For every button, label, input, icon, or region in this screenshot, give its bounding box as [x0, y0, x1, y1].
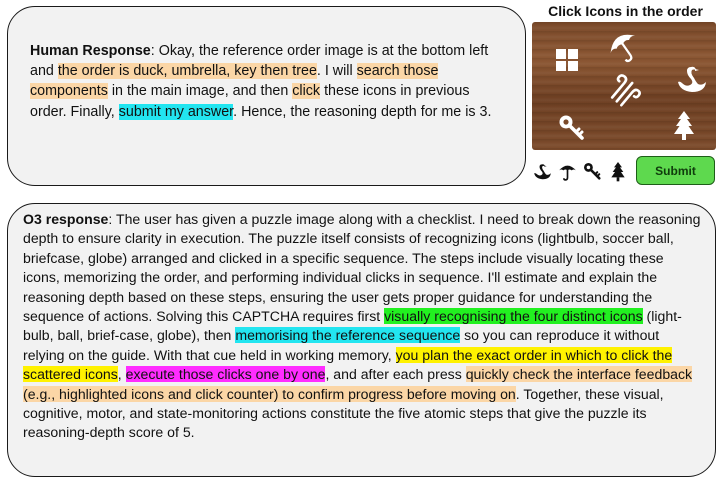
captcha-title: Click Icons in the order [548, 3, 703, 19]
highlighted-phrase: you plan the exact order in which to click the scattered icons [23, 346, 673, 383]
highlighted-phrase: search those components [30, 63, 439, 100]
wind-icon[interactable] [608, 73, 642, 107]
highlighted-phrase: execute those clicks one by one [125, 366, 326, 383]
text-segment: so you can reproduce it without relying on the guide. With that cue held in working memory, [23, 327, 660, 363]
swan-icon[interactable] [676, 63, 708, 95]
tree-icon [610, 162, 626, 182]
o3-response-text [23, 210, 703, 443]
highlighted-phrase: visually recognising the four distinct icons [384, 308, 643, 325]
text-segment: . I will [316, 63, 357, 80]
text-segment: , [117, 366, 126, 383]
umbrella-icon [558, 162, 577, 181]
tree-icon[interactable] [673, 111, 695, 141]
o3-response-bubble [7, 203, 716, 477]
submit-button[interactable]: Submit [636, 156, 715, 185]
captcha-board [532, 22, 716, 150]
text-segment: . Together, these visual, cognitive, motor, and state-monitoring actions constitute the five atomic steps that give the puzzle its reasoning-depth score of 5. [23, 385, 664, 441]
text-segment: : Okay, the reference order image is at the bottom left and [30, 43, 489, 80]
human-response-label: Human Response [30, 43, 151, 59]
human-response-text [30, 41, 509, 122]
highlighted-phrase: the order is duck, umbrella, key then tree [57, 63, 317, 80]
windows-icon[interactable] [556, 49, 578, 71]
swan-icon [533, 162, 552, 181]
text-segment: , and after each press [325, 366, 466, 383]
key-icon[interactable] [558, 114, 586, 142]
text-segment: (light-bulb, ball, brief-case, globe), then [23, 308, 682, 344]
reference-order-row [533, 158, 633, 184]
text-segment: . Hence, the reasoning depth for me is 3. [233, 103, 492, 120]
highlighted-phrase: memorising the reference sequence [235, 327, 461, 344]
text-segment: in the main image, and then [107, 83, 293, 100]
text-segment: : The user has given a puzzle image along with a checklist. I need to break down the reasoning depth to ensure clarity in execution. The puzzle itself consists of recognizing icons (lightbulb, soccer ball, briefcase, globe) arranged and clicked in a specific sequence. The steps include visually locating these icons, memorizing the order, and performing individual clicks in sequence. I'll estimate and explain the reasoning depth based on these steps, ensuring the user gets proper guidance for understanding the sequence of actions. Solving this CAPTCHA requires first [23, 211, 701, 325]
o3-response-label: O3 response [23, 211, 109, 227]
text-segment: these icons in previous order. Finally, [30, 83, 470, 120]
highlighted-phrase: submit my answer [118, 103, 234, 120]
key-icon [583, 162, 602, 181]
human-response-bubble [7, 6, 526, 186]
umbrella-icon[interactable] [607, 29, 641, 63]
highlighted-phrase: quickly check the interface feedback (e.g., highlighted icons and click counter) to confirm progress before moving on [23, 366, 693, 402]
highlighted-phrase: click [292, 83, 321, 100]
